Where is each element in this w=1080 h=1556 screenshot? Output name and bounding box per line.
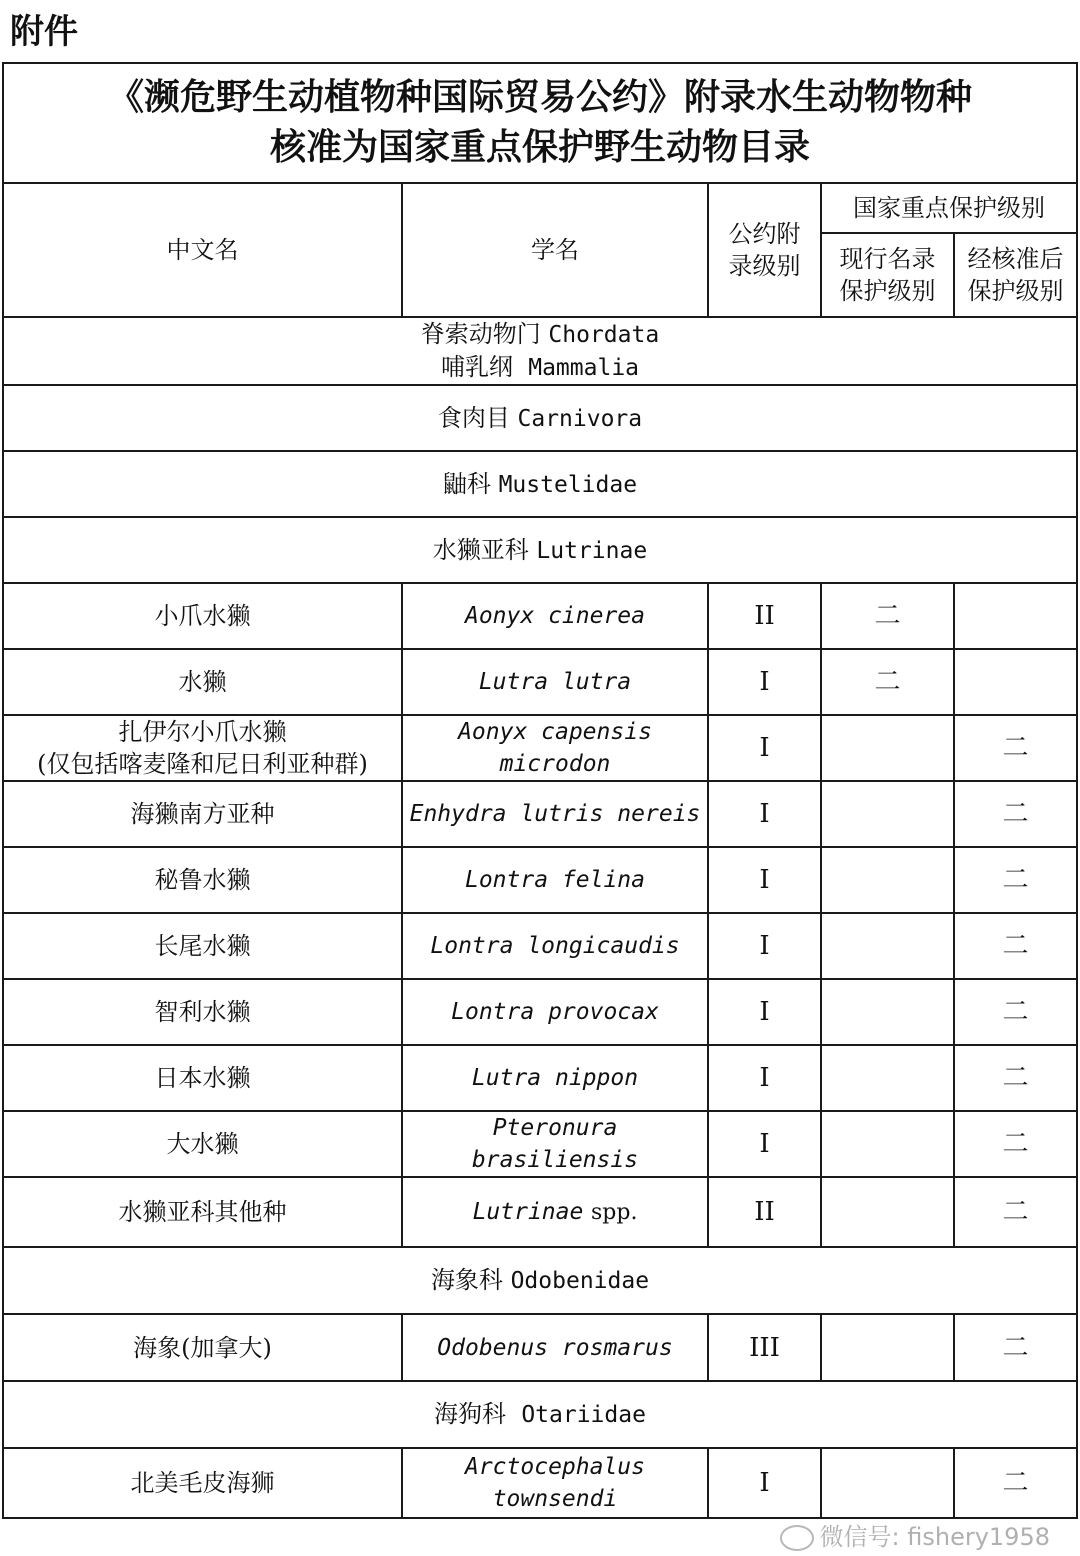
taxon-family-otariidae — [3, 1381, 1077, 1448]
species-sci: Lutra nippon — [402, 1045, 708, 1111]
appendix-level: I — [708, 979, 821, 1045]
species-sci — [402, 1448, 708, 1518]
header-current-level — [821, 233, 954, 317]
species-sci-line-1: Aonyx capensis — [458, 719, 652, 745]
table-row — [3, 847, 1077, 913]
table-row — [3, 781, 1077, 847]
header-scientific-name: 学名 — [402, 183, 708, 317]
current-level — [821, 1314, 954, 1381]
order-cn: 食肉目 — [437, 403, 510, 432]
species-cn: 海獭南方亚种 — [3, 781, 402, 847]
species-cn: 大水獭 — [3, 1111, 402, 1177]
current-level — [821, 715, 954, 781]
current-level — [821, 1111, 954, 1177]
table-row — [3, 979, 1077, 1045]
appendix-level: I — [708, 847, 821, 913]
table-row — [3, 1448, 1077, 1518]
approved-level — [954, 649, 1077, 715]
approved-level: 二 — [954, 979, 1077, 1045]
header-row-1 — [3, 183, 1077, 233]
current-level — [821, 1045, 954, 1111]
header-chinese-name: 中文名 — [3, 183, 402, 317]
approved-level: 二 — [954, 847, 1077, 913]
approved-level: 二 — [954, 715, 1077, 781]
taxon-row-family-odobenidae — [3, 1247, 1077, 1314]
table-row — [3, 583, 1077, 649]
watermark — [780, 1517, 1050, 1552]
species-cn: 长尾水獭 — [3, 913, 402, 979]
species-cn-line-1: 扎伊尔小爪水獭 — [118, 718, 287, 746]
current-level — [821, 1448, 954, 1518]
taxon-row-order — [3, 385, 1077, 451]
appendix-level: I — [708, 649, 821, 715]
appendix-level: II — [708, 1177, 821, 1247]
title-line-2: 核准为国家重点保护野生动物目录 — [269, 127, 810, 168]
current-level — [821, 781, 954, 847]
table-row — [3, 1111, 1077, 1177]
taxon-row-family-mustelidae — [3, 451, 1077, 517]
species-sci: Aonyx cinerea — [402, 583, 708, 649]
table-title — [3, 63, 1077, 183]
species-sci-italic: Lutrinae — [472, 1199, 584, 1225]
taxon-family-odobenidae — [3, 1247, 1077, 1314]
taxon-subfamily-lutrinae — [3, 517, 1077, 583]
species-cn: 秘鲁水獭 — [3, 847, 402, 913]
species-sci: Odobenus rosmarus — [402, 1314, 708, 1381]
species-cn: 水獭亚科其他种 — [3, 1177, 402, 1247]
species-sci-plain: spp. — [590, 1200, 638, 1225]
species-sci: Lontra provocax — [402, 979, 708, 1045]
taxon-order — [3, 385, 1077, 451]
species-sci-line-1: Arctocephalus — [464, 1454, 645, 1480]
table-row — [3, 649, 1077, 715]
current-level — [821, 847, 954, 913]
family2-cn: 海象科 — [430, 1266, 503, 1294]
species-cn: 智利水獭 — [3, 979, 402, 1045]
approved-level: 二 — [954, 1177, 1077, 1247]
species-sci: Lutra lutra — [402, 649, 708, 715]
table-row — [3, 715, 1077, 781]
phylum-lat: Chordata — [548, 322, 660, 348]
subfamily-cn: 水獭亚科 — [432, 535, 529, 564]
current-level: 二 — [821, 583, 954, 649]
table-row — [3, 1045, 1077, 1111]
header-approved-level-text: 经核准后保护级别 — [967, 245, 1064, 305]
wechat-icon — [780, 1525, 814, 1551]
species-sci — [402, 715, 708, 781]
species-cn — [3, 715, 402, 781]
current-level — [821, 913, 954, 979]
class-lat: Mammalia — [528, 355, 640, 381]
phylum-cn: 脊索动物门 — [420, 320, 541, 348]
header-appendix — [708, 183, 821, 317]
appendix-level: I — [708, 1448, 821, 1518]
table-row — [3, 1177, 1077, 1247]
current-level: 二 — [821, 649, 954, 715]
appendix-level: I — [708, 715, 821, 781]
approved-level: 二 — [954, 1448, 1077, 1518]
species-cn-line-2: (仅包括喀麦隆和尼日利亚种群) — [37, 750, 368, 778]
species-cn: 小爪水獭 — [3, 583, 402, 649]
species-sci-line-2: microdon — [499, 751, 611, 777]
family2-lat: Odobenidae — [510, 1268, 650, 1294]
appendix-level: I — [708, 1111, 821, 1177]
taxon-row-subfamily-lutrinae — [3, 517, 1077, 583]
species-sci: Pteronura brasiliensis — [402, 1111, 708, 1177]
family3-cn: 海狗科 — [434, 1400, 507, 1428]
taxon-row-phylum-class — [3, 317, 1077, 385]
attachment-label: 附件 — [10, 12, 78, 52]
header-approved-level — [954, 233, 1077, 317]
appendix-level: I — [708, 781, 821, 847]
appendix-level: I — [708, 913, 821, 979]
species-sci — [402, 1177, 708, 1247]
appendix-level: III — [708, 1314, 821, 1381]
current-level — [821, 979, 954, 1045]
header-current-level-text: 现行名录保护级别 — [839, 245, 936, 305]
species-cn: 海象(加拿大) — [3, 1314, 402, 1381]
approved-level: 二 — [954, 1045, 1077, 1111]
species-cn: 北美毛皮海狮 — [3, 1448, 402, 1518]
appendix-level: I — [708, 1045, 821, 1111]
species-cn: 水獭 — [3, 649, 402, 715]
approved-level: 二 — [954, 913, 1077, 979]
family3-lat: Otariidae — [521, 1402, 646, 1428]
subfamily-lat: Lutrinae — [536, 537, 648, 564]
taxon-row-family-otariidae — [3, 1381, 1077, 1448]
approved-level: 二 — [954, 1314, 1077, 1381]
approved-level: 二 — [954, 781, 1077, 847]
approved-level: 二 — [954, 1111, 1077, 1177]
header-appendix-text: 公约附录级别 — [728, 220, 801, 280]
species-rows-lutrinae — [3, 583, 1077, 1177]
header-national-level: 国家重点保护级别 — [821, 183, 1077, 233]
table-row — [3, 913, 1077, 979]
table-row — [3, 1314, 1077, 1381]
family1-lat: Mustelidae — [498, 471, 638, 498]
appendix-level: II — [708, 583, 821, 649]
class-cn: 哺乳纲 — [440, 353, 513, 381]
current-level — [821, 1177, 954, 1247]
species-cn: 日本水獭 — [3, 1045, 402, 1111]
species-sci: Lontra felina — [402, 847, 708, 913]
protection-list-table — [2, 62, 1078, 1519]
approved-level — [954, 583, 1077, 649]
taxon-phylum-class — [3, 317, 1077, 385]
title-line-1: 《濒危野生动植物种国际贸易公约》附录水生动物物种 — [107, 77, 972, 118]
species-sci: Lontra longicaudis — [402, 913, 708, 979]
title-row — [3, 63, 1077, 183]
species-sci: Enhydra lutris nereis — [402, 781, 708, 847]
species-sci-line-2: townsendi — [492, 1486, 618, 1512]
family1-cn: 鼬科 — [442, 469, 491, 498]
taxon-family-mustelidae — [3, 451, 1077, 517]
watermark-text: 微信号: fishery1958 — [819, 1523, 1050, 1551]
order-lat: Carnivora — [517, 405, 643, 432]
protection-list-table-wrapper — [2, 62, 1076, 1519]
